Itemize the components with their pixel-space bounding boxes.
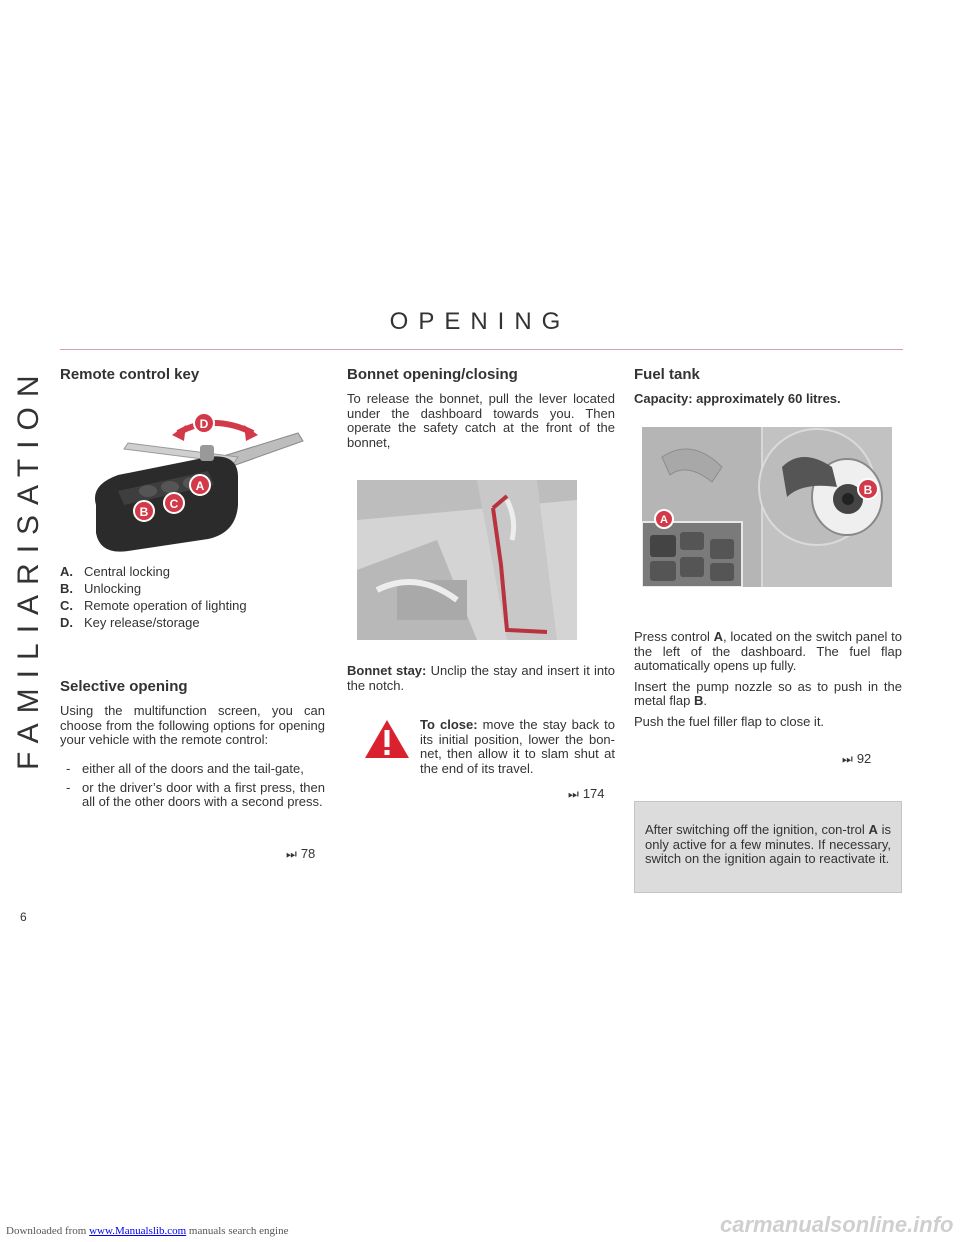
manualslib-link[interactable]: www.Manualslib.com (89, 1225, 187, 1237)
selective-opening-heading: Selective opening (60, 678, 188, 695)
bonnet-close-text: To close: move the stay back to its initial position, lower the bon-net, then allow it to slam shut at the end of its travel. (420, 717, 615, 776)
download-source-line: Downloaded from www.Manualslib.com manuals search engine (6, 1225, 289, 1237)
svg-text:C: C (169, 497, 179, 511)
legend-item-c: C. Remote operation of lighting (60, 598, 247, 613)
legend-item-b: B. Unlocking (60, 581, 142, 596)
selective-opening-options (60, 762, 325, 814)
fuel-flap-photo (642, 427, 892, 587)
legend-item-a: A. Central locking (60, 564, 170, 579)
selective-opening-intro: Using the multifunction screen, you can choose from the following options for opening your vehicle with the remote control: (60, 703, 325, 747)
fuel-step-1: Press control A, located on the switch panel to the left of the dashboard. The fuel flap automatically opens up fully. (634, 629, 902, 673)
remote-key-illustration (88, 405, 308, 555)
fuel-step-2: Insert the pump nozzle so as to push in the metal flap B. (634, 678, 902, 708)
page-title: OPENING (389, 308, 571, 335)
remote-key-legend (60, 563, 320, 631)
legend-item-d: D. Key release/storage (60, 615, 200, 630)
marker-a (190, 475, 210, 495)
svg-text:A: A (195, 479, 205, 493)
section-side-label: FAMILIARISATION (12, 365, 45, 770)
fuel-capacity: Capacity: approximately 60 litres. (634, 391, 841, 406)
svg-text:B: B (139, 505, 149, 519)
fuel-step-3: Push the fuel filler flap to close it. (634, 713, 825, 729)
marker-c (164, 493, 184, 513)
fuel-note-box: After switching off the ignition, con-trol A is only active for a few minutes. If necessary, switch on the ignition again to reactivate it. (634, 801, 902, 893)
double-arrow-right-icon: ⏭ (286, 847, 297, 861)
fuel-instructions (634, 630, 902, 735)
marker-d (194, 413, 214, 433)
remote-key-heading: Remote control key (60, 366, 200, 383)
exclamation-warning-icon (364, 719, 410, 764)
bonnet-heading: Bonnet opening/closing (347, 366, 518, 383)
option-item: - or the driver’s door with a first press, then all of the other doors with a second press. (60, 781, 325, 810)
svg-text:D: D (199, 417, 209, 431)
double-arrow-right-icon: ⏭ (842, 752, 853, 766)
marker-fuel-b (858, 479, 878, 499)
bonnet-stay-photo (357, 480, 577, 640)
footer-watermark: carmanualsonline.info (720, 1212, 954, 1237)
bonnet-stay-text: Bonnet stay: Unclip the stay and insert it into the notch. (347, 663, 615, 693)
option-item: - either all of the doors and the tail-gate, (60, 762, 325, 777)
title-divider (60, 349, 903, 350)
selective-page-ref[interactable]: ⏭ 78 (286, 846, 316, 861)
page-number: 6 (20, 910, 27, 924)
marker-b (134, 501, 154, 521)
bonnet-page-ref[interactable]: ⏭ 174 (568, 786, 605, 801)
svg-text:A: A (660, 514, 668, 526)
fuel-tank-heading: Fuel tank (634, 366, 700, 383)
fuel-page-ref[interactable]: ⏭ 92 (842, 751, 872, 766)
marker-fuel-a (655, 510, 673, 528)
bonnet-intro: To release the bonnet, pull the lever located under the dashboard towards you. Then operate the safety catch at the front of the bonnet, (347, 391, 615, 450)
double-arrow-right-icon: ⏭ (568, 787, 579, 801)
svg-text:B: B (863, 483, 873, 497)
